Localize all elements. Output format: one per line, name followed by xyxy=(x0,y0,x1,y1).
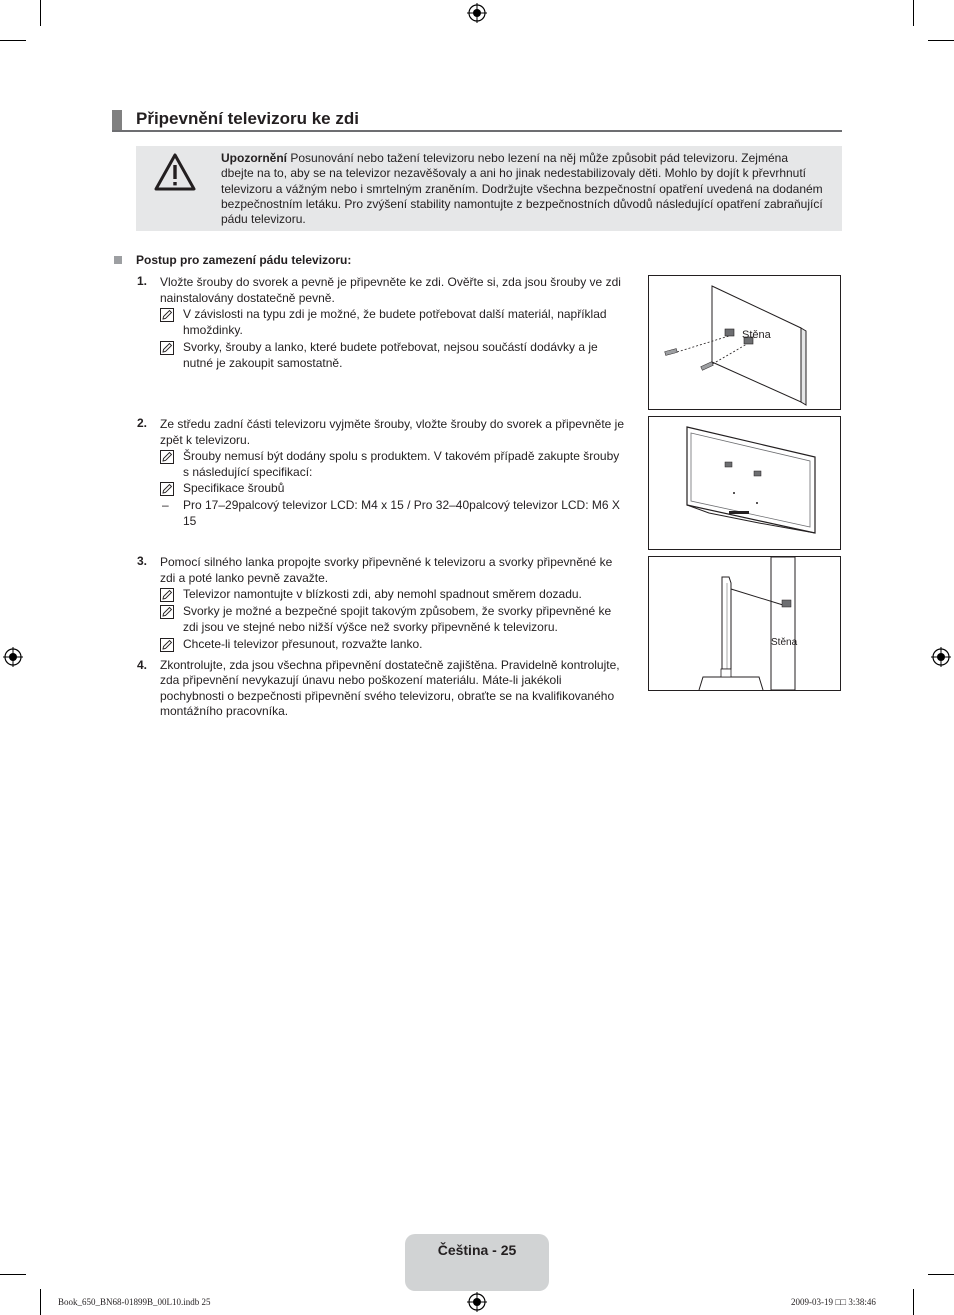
note-icon xyxy=(160,450,174,464)
note-icon xyxy=(160,308,174,322)
note-text xyxy=(183,340,643,371)
crop-mark xyxy=(913,0,914,26)
dash-marker: – xyxy=(162,498,169,512)
procedure-bullet xyxy=(114,256,122,264)
note-line: Televizor namontujte v blízkosti zdi, aby nemohl spadnout směrem dozadu. xyxy=(183,587,582,601)
warning-triangle-icon xyxy=(154,153,196,191)
note-text xyxy=(183,587,643,603)
crop-mark xyxy=(40,0,41,26)
note-line: Svorky je možné a bezpečné spojit takovým způsobem, že svorky připevněné ke xyxy=(183,604,612,618)
page-number: Čeština - 25 xyxy=(437,1242,517,1258)
crop-mark xyxy=(928,40,954,41)
note-line: nutné je zakoupit samostatně. xyxy=(183,355,343,370)
step-line: zpět k televizoru. xyxy=(160,433,251,447)
screw-spec-text xyxy=(183,498,643,529)
crop-mark xyxy=(913,1289,914,1315)
caution-line: bezpečnostním letáku. Pro zvýšení stability namontujte z bezpečnostních důvodů následující opatření zabraňující xyxy=(221,196,823,211)
step-text xyxy=(160,274,640,306)
step-text xyxy=(160,658,640,720)
registration-mark-icon xyxy=(467,1292,487,1312)
caution-line: televizoru a vážným nebo i smrtelným zraněním. Dodržujte všechna bezpečnostní opatření uvedená na dodaném xyxy=(221,181,823,196)
note-line: zdi jsou ve stejné nebo nižší výšce než svorky připevněné k televizoru. xyxy=(183,619,558,634)
registration-mark-icon xyxy=(467,3,487,23)
crop-mark xyxy=(0,1274,26,1275)
print-datetime: 2009-03-19 □□ 3:38:46 xyxy=(791,1297,876,1307)
wall-screws-illustration xyxy=(649,276,840,409)
crop-mark xyxy=(928,1274,954,1275)
note-text xyxy=(183,307,643,338)
step-text xyxy=(160,554,640,586)
note-text xyxy=(183,637,643,653)
step-number: 2. xyxy=(137,416,148,430)
note-line: Svorky, šrouby a lanko, které budete potřebovat, nejsou součástí dodávky a je xyxy=(183,340,598,354)
wall-label: Stěna xyxy=(742,329,771,341)
step-line: pochybnosti o bezpečnosti připevnění svého televizoru, obraťte se na kvalifikovaného xyxy=(160,688,615,703)
figure-tv-back xyxy=(648,416,841,550)
step-number: 1. xyxy=(137,274,148,288)
note-line: V závislosti na typu zdi je možné, že budete potřebovat další materiál, například xyxy=(183,307,607,321)
note-text xyxy=(183,604,643,635)
step-line: Vložte šrouby do svorek a pevně je připevněte ke zdi. Ověřte si, zda jsou šrouby ve zdi xyxy=(160,275,621,289)
step-line: montážního pracovníka. xyxy=(160,704,289,719)
crop-mark xyxy=(0,40,26,41)
note-icon xyxy=(160,341,174,355)
caution-line: pádu televizoru. xyxy=(221,212,306,227)
spec-line: 15 xyxy=(183,513,197,528)
heading-marker xyxy=(112,110,122,130)
caution-line: dbejte na to, aby se na televizor nezavěšovaly a ani ho jinak nedestabilizovaly děti. Mohlo by dojít k převrhnutí xyxy=(221,166,807,181)
caution-line: Posunování nebo tažení televizoru nebo lezení na něj může způsobit pád televizoru. Zejména xyxy=(290,151,788,165)
step-line: zdi a poté lanko pevně zavažte. xyxy=(160,571,329,585)
note-text xyxy=(183,481,643,497)
step-line: zda připevnění nevykazují únavu nebo poškození materiálu. Máte-li jakékoli xyxy=(160,673,562,688)
caution-label: Upozornění xyxy=(221,151,287,165)
note-line: Šrouby nemusí být dodány spolu s produktem. V takovém případě zakupte šrouby xyxy=(183,449,620,463)
section-title: Připevnění televizoru ke zdi xyxy=(136,109,359,128)
spec-line: Pro 17–29palcový televizor LCD: M4 x 15 / Pro 32–40palcový televizor LCD: M6 X xyxy=(183,498,620,512)
step-text xyxy=(160,416,640,448)
registration-mark-icon xyxy=(3,647,23,667)
procedure-title: Postup pro zamezení pádu televizoru: xyxy=(136,253,352,267)
registration-mark-icon xyxy=(931,647,951,667)
note-line: s následující specifikací: xyxy=(183,464,313,479)
note-icon xyxy=(160,482,174,496)
step-line: Ze středu zadní části televizoru vyjměte šrouby, vložte šrouby do svorek a připevněte je xyxy=(160,417,624,431)
step-number: 3. xyxy=(137,554,148,568)
note-line: Specifikace šroubů xyxy=(183,481,285,495)
step-line: Pomocí silného lanka propojte svorky připevněné k televizoru a svorky připevněné ke xyxy=(160,555,613,569)
tv-side-wall-illustration xyxy=(649,557,840,690)
note-text xyxy=(183,449,643,480)
tv-back-illustration xyxy=(649,417,840,549)
print-file-info: Book_650_BN68-01899B_00L10.indb 25 xyxy=(58,1297,211,1307)
caution-text xyxy=(221,151,835,227)
figure-wall-screws xyxy=(648,275,841,410)
figure-tv-side-wall xyxy=(648,556,841,691)
heading-rule xyxy=(112,130,842,132)
note-icon xyxy=(160,605,174,619)
note-line: Chcete-li televizor přesunout, rozvažte lanko. xyxy=(183,637,423,651)
note-icon xyxy=(160,588,174,602)
wall-label: Stěna xyxy=(771,637,798,648)
step-number: 4. xyxy=(137,658,148,672)
crop-mark xyxy=(40,1289,41,1315)
note-icon xyxy=(160,638,174,652)
step-line: Zkontrolujte, zda jsou všechna připevnění dostatečně zajištěna. Pravidelně kontrolujte, xyxy=(160,658,620,672)
step-line: nainstalovány dostatečně pevně. xyxy=(160,291,335,305)
note-line: hmoždinky. xyxy=(183,322,243,337)
